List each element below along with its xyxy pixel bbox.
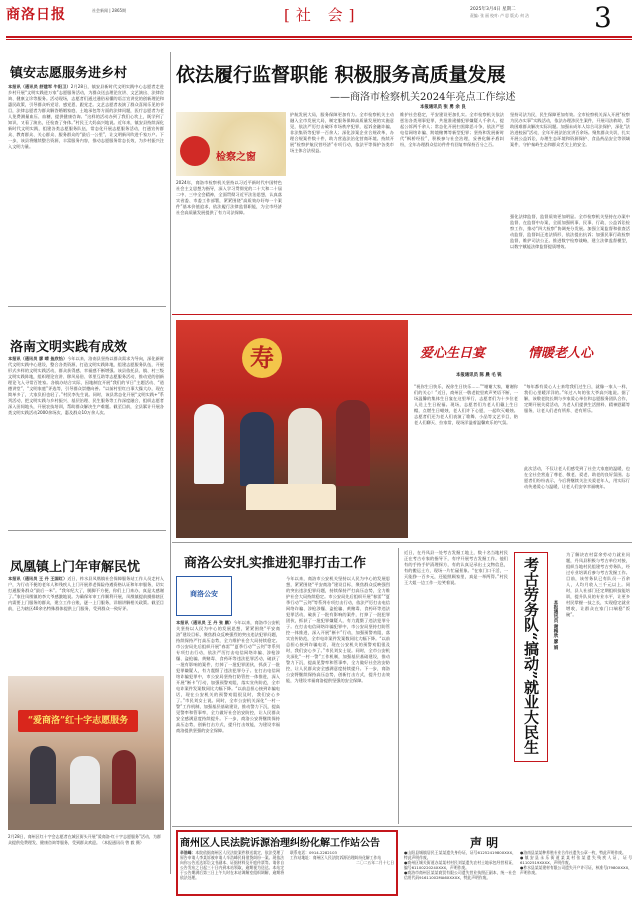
article-text: 今年以来，洛南县坚持以群众需求为导向，深化新时代文明实践中心建设，整合各类资源，打造文明实践阵地，组建志愿服务队伍，开展形式多样的文明实践活动，群众获得感、幸福感不断增强。该县依托县、镇、村三级文明实践阵地，组织理论宣讲、移风易俗、邻里互助等志愿服务活动，推动党的创新理论飞入寻常百姓家。各镇办结合实际，因地制宜开展“我们的节日”主题活动、“道德讲堂”、“文明家庭”评选等，引导群众崇德向善。“以前村里红白事大操大办，现在简单多了，大家负担也轻了。”村民李先生说。同时，该县常态化开展“文明实践+”系列活动，把文明实践与乡村振兴、基层治理、民生服务等工作深度融合，组织志愿者深入田间地头，开展农技培训，帮助群众解决生产难题。截至目前，全县累计开展各类文明实践活动2000余场次，惠及群众10万余人次。 — [8, 356, 164, 415]
editor-credits: 责编: 张 丽 校对: 卢 思 版式: 何 洁 — [470, 13, 530, 18]
ground — [8, 804, 164, 830]
person-figure — [70, 756, 100, 808]
person-figure — [288, 408, 322, 486]
page-number: 3 — [594, 1, 612, 34]
masthead — [0, 0, 638, 36]
lead-body-5: 强化法律监督，监督质效更加明显。全市检察机关坚持在办案中监督、在监督中办案，全面加强刑事、民事、行政、公益诉讼检察工作，推动“四大检察”协调充分发展。加强立案监督和侦查活动监督，监督纠正违法情形，依法提出抗诉；加强民事行政检察监督，维护司法公正。推进数字检察战略，建立法律监督模型，以数字赋能法律监督提质增效。 — [510, 214, 630, 249]
statement-item: ●商州区城关街道办某某村村民刘某遗失农村土地承包经营权证，编号6110022024XXXX，声明作废。 — [404, 860, 516, 870]
photo-birthday-party — [176, 320, 408, 538]
notice-date: 二〇二五年二月十七日 — [356, 860, 394, 865]
lead-byline: 本报通讯员 张 勇 余 良 — [420, 105, 466, 110]
statement-col-1 — [404, 850, 516, 894]
statement-item: ●洛南县某某种养殖专业合作社遗失公章一枚，特此声明作废。 — [520, 850, 626, 855]
lead-body-4: 坚持司法为民，民生保障更加有效。全市检察机关深入开展“检察为民办实事”实践活动，依法办理涉民生案件，开展司法救助，帮助困难群众解决实际问题。加强未成年人综合司法保护，深化“法治进校园”活动，全年开展法治宣讲百余场。聚焦群众关切，扎实开展公益诉讼，办理生态环境和资源保护、食品药品安全等领域案件，守护秦岭生态和群众舌尖上的安全。 — [510, 112, 630, 147]
table — [176, 510, 408, 538]
divider — [8, 306, 166, 307]
article-byline: 本报讯（通讯员 舒建军 牛阳卫） — [8, 84, 71, 89]
article-text: 今年以来，商洛市公安机关坚持以人民为中心的发展思想，紧紧围绕“平安商洛”建设目标，聚焦群众反映强烈的突出违法犯罪问题，持续保持严打高压态势，全力维护社会大局持续稳定。市公安局先后组织开展“春雷”“夏季行动”“云剑”等系列专项打击行动，依法严厉打击电信网络诈骗、涉枪涉爆、盗抢骗、黄赌毒、食药环等违法犯罪活动，破获了一批有影响的案件，打掉了一批犯罪团伙，抓获了一批犯罪嫌疑人，有力震慑了违法犯罪分子。在打击电信网络诈骗犯罪中，市公安局坚持打防管控一体推进，深入开展“断卡”行动，加强预警劝阻，落实宣传防范，全市电诈案件发案数同比大幅下降。“以前总担心接到诈骗电话，现在公安机关的预警劝阻很及时，我们安心多了。”市民刘女士说。同时，全市公安机关深化“一村一警”工作机制，加强基层基础建设，推动警力下沉，提高见警率和管事率，全力做好社会治安防控，让人民群众安全感满意度持续提升。下一步，商洛公安将继续保持高压态势，创新打击方式，提升打击效能，为建设幸福商洛提供坚强的安全保障。 — [176, 620, 280, 733]
court-notice-body — [180, 850, 284, 894]
article-title-volunteer: 镇安志愿服务进乡村 — [10, 66, 128, 81]
column-divider — [170, 52, 171, 874]
article-body-luonan — [8, 356, 164, 524]
article-body-fenghuang — [8, 576, 164, 672]
article-byline: 本报讯（通讯员 廖 晴 鱼欣怡） — [8, 356, 68, 361]
police-body-cont: 今年以来，商洛市公安机关坚持以人民为中心的发展思想，紧紧围绕“平安商洛”建设目标，聚焦群众反映强烈的突出违法犯罪问题，持续保持严打高压态势，全力维护社会大局持续稳定。市公安局先后组织开展“春雷”“夏季行动”“云剑”等系列专项打击行动，依法严厉打击电信网络诈骗、涉枪涉爆、盗抢骗、黄赌毒、食药环等违法犯罪活动，破获了一批有影响的案件，打掉了一批犯罪团伙，抓获了一批犯罪嫌疑人，有力震慑了违法犯罪分子。在打击电信网络诈骗犯罪中，市公安局坚持打防管控一体推进，深入开展“断卡”行动，加强预警劝阻，落实宣传防范，全市电诈案件发案数同比大幅下降。“以前总担心接到诈骗电话，现在公安机关的预警劝阻很及时，我们安心多了。”市民刘女士说。同时，全市公安机关深化“一村一警”工作机制，加强基层基础建设，推动警力下沉，提高见警率和管事率，全力做好社会治安防控，让人民群众安全感满意度持续提升。下一步，商洛公安将继续保持高压态势，创新打击方式，提升打击效能，为建设幸福商洛提供坚强的安全保障。 — [286, 576, 390, 683]
issue-date: 2025年3月4日 星期二 — [470, 7, 516, 12]
divider — [172, 542, 632, 543]
person-figure — [240, 412, 274, 486]
lead-body-1: 2024年，商洛市检察机关坚持以习近平新时代中国特色社会主义思想为指导，深入学习贯彻党的二十大和二十届二中、三中全会精神，全面贯彻习近平法治思想，认真落实省委、市委工作部署，紧紧围绕“高质效办好每一个案件”基本价值追求，依法履行法律监督职能，为全市经济社会高质量发展提供了有力司法保障。 — [176, 180, 282, 215]
person-figure — [336, 400, 370, 486]
feature-body-2: “每年都有爱心人士来给我们过生日，就像一家人一样，我们心里暖洋洋的。”年过八旬的张大爷高兴地说。据了解，该敬老院长期与多家爱心单位和志愿服务团队合作，定期开展关爱活动，为老人们提供生活照料、精神慰藉等服务，让老人们老有所养、老有所乐。 — [524, 384, 630, 413]
lead-title: 依法履行监督职能 积极服务高质量发展 — [176, 64, 506, 86]
feature-byline: 本报通讯员 陈 晨 毛 锐 — [456, 373, 502, 378]
banner-sign: “爱商洛”红十字志愿服务 — [18, 710, 138, 732]
person-figure — [194, 404, 224, 484]
court-notice-title: 商州区人民法院诉源治理纠纷化解工作站公告 — [180, 838, 380, 849]
archaeology-title-box — [514, 552, 548, 762]
article-text: 近日，柞水县凤凰镇社会保障服务站工作人员走村入户，为行动不便的老年人和残疾人上门开展养老保险待遇资格认证和年审服务，切实打通服务群众“最后一米”。“我年纪大了，腿脚不方便，你们上门来办，真是太感谢了。”家住凤凰镇的李大爷感激地说。为确保年审工作顺利开展，凤凰镇提前摸排辖区内需要上门服务的群众，建立工作台账，逐一上门服务，详细讲解相关政策。截至目前，已为辖区40余名特殊群体提供上门服务，受到群众一致好评。 — [8, 576, 164, 611]
notice-phone: 联系电话：0914-2282103 — [290, 850, 337, 855]
notice-addressee: 辛浩峰： — [180, 850, 196, 855]
notice-address: 工作站地址：商州区人民法院诉源治理纠纷化解工作站 — [290, 855, 382, 860]
section-title: [社 会] — [284, 6, 361, 24]
newspaper-logo: 商洛日报 — [6, 7, 66, 23]
court-notice-contact — [290, 850, 394, 894]
article-title-luonan: 洛南文明实践有成效 — [10, 340, 128, 355]
column-divider — [398, 548, 399, 824]
header-rule — [6, 36, 632, 38]
photo-caption: 2月28日，商州区红十字会志愿者在城区街头开展“爱商洛·红十字志愿服务”活动，为群众提供免费理发、健康咨询等服务，受到群众欢迎。（本报通讯员 曾 毅 摄） — [8, 834, 162, 845]
archaeology-body-2: 为了解决农村富余劳动力就业问题，丹凤县积极与考古单位对接，组织当地村民组建考古劳务队，经过专业培训后参与考古发掘工作。目前，该劳务队已有队员一百余人，人均月收入三千元以上。同时，县人社部门还定期组织技能培训，提升队员的专业水平，让更多村民掌握一技之长，实现稳定就业增收，让群众在家门口端稳“饭碗”。 — [566, 552, 630, 617]
procuratorate-logo-panel — [176, 112, 286, 176]
archaeology-body-1: 近日，在丹凤县一处考古发掘工地上，数十名当地村民正在考古专家的指导下，有序开展考古发掘工作。他们有的手持手铲清理探方，有的认真记录出土文物信息，有的搬运土方，现场一片忙碌景象。“在家门口干活，一天能挣一百多元，还能照顾家里，真是一举两得。”村民王大姐一边工作一边笑着说。 — [404, 550, 508, 585]
person-figure — [30, 746, 56, 806]
feature-body-3: 此次活动，不仅让老人们感受到了社会大家庭的温暖，也在全社会营造了尊老、敬老、爱老、助老的良好氛围。志愿者们纷纷表示，今后将继续关注关爱老年人，用实际行动传递爱心与温暖，让老人们安享幸福晚年。 — [524, 466, 630, 489]
article-text: 2月28日，镇安县新时代文明实践中心志愿者走进乡村开展“文明实践进万家”志愿服务活动，为群众送去理论宣讲、文艺演出、法律咨询、健康义诊等服务。活动现场，志愿者们通过通俗易懂的语言宣讲党的创新理论和惠民政策，引导群众听党话、感党恩、跟党走。文艺志愿者表演了群众喜闻乐见的节目，法律志愿者为群众解答婚姻家庭、土地承包等方面的法律问题，医疗志愿者为老人免费测量血压、血糖，提供健康咨询。“这样的活动办到了我们心坎上，既学到了知识，又看了演出，还检查了身体。”村民王大妈高兴地说。近年来，镇安县持续深化新时代文明实践，组建各类志愿服务队伍，常态化开展志愿服务活动，打通宣传群众、教育群众、关心群众、服务群众的“最后一公里”，让文明新风吹进千家万户。下一步，该县将继续整合资源，丰富服务内容，推动志愿服务常态长效，为乡村振兴注入文明力量。 — [8, 84, 164, 149]
feature-title-1: 爱心生日宴 — [420, 346, 486, 361]
longevity-sign: 寿 — [242, 338, 282, 378]
lead-subtitle: ——商洛市检察机关2024年亮点工作综述 — [330, 92, 516, 103]
statement-col-2 — [520, 850, 632, 894]
statement-item: ●镇安县永乐街道某某村张某遗失残疾人证，证号61102519XXXX，声明作废。 — [520, 855, 632, 865]
police-title: 商洛公安扎实推进犯罪打击工作 — [184, 556, 367, 571]
feature-body-1: “祝你生日快乐，祝你生日快乐……”“谢谢大家，谢谢你们的关心！”近日，商州区一敬老院里欢声笑语不断，一场温馨的集体生日宴在这里举行，志愿者们为十多位老人送上生日祝福。现场，志愿者们为老人们戴上生日帽，点燃生日蜡烛，老人们许下心愿，一起吹灭蜡烛。志愿者们还为老人们表演了歌舞、小品等文艺节目，陪老人们聊天、拉家常，现场洋溢着温馨欢乐的气氛。 — [414, 384, 518, 425]
edition-label: 社会新闻 | 2865期 — [92, 8, 127, 13]
divider — [8, 530, 166, 531]
article-byline: 本报讯（通讯员 王 丹 王国红） — [8, 576, 68, 581]
feature-title-2: 情暖老人心 — [528, 346, 594, 361]
lead-body-2: 护航发展大局，服务保障更加有力。全市检察机关主动融入全市发展大局，制定服务保障高质量发展的实施意见，依法严厉打击破坏市场秩序犯罪，起诉金融诈骗、非法集资等犯罪一百余人；深化涉案企业合规改革，办理合规案件数十件，助力营造法治化营商环境。持续开展“检察护航民营经济”专项行动，依法平等保护各类市场主体合法权益。 — [290, 112, 394, 153]
statement-title: 声 明 — [470, 836, 499, 850]
statement-item: ●山阳县城镇居民王某某遗失身份证，证号6125241980XXXX，特此声明作废。 — [404, 850, 516, 860]
notice-text: 本院依据商州区人民法院案件移送裁定，依法受理了原告申请人李某诉被申请人辛浩峰民间借贷纠纷一案。现依法向你公告送达诉讼文书副本、证据材料及开庭传票等。请你自公告发布之日起三十日内到本站领取，逾期视为送达。本站定于公告期满后第三日上午九时在本站调解室组织调解，逾期将依法处理。 — [180, 850, 284, 880]
police-logo: 商洛公安 — [176, 576, 232, 616]
window-label: 检察之窗 — [216, 152, 256, 163]
statement-item: ●柞水县某某建材有限公司遗失开户许可证，核准号J7980XXXX，声明作废。 — [520, 865, 632, 875]
lead-body-3: 维护社会稳定，平安建设更加扎实。全市检察机关依法惩治各类刑事犯罪，共批准逮捕犯罪嫌疑人千余人，提起公诉两千余人；常态化开展扫黑除恶斗争，依法严惩电信网络诈骗、跨境赌博等新型犯罪；坚持和发展新时代“枫桥经验”，积极参与社会治理，妥善化解矛盾纠纷，全年办理群众信访件件有回复率保持百分之百。 — [400, 112, 504, 147]
header-rule-thin — [6, 39, 632, 40]
photo-red-cross-volunteers — [8, 676, 164, 830]
emblem-icon — [180, 136, 210, 166]
archaeology-byline: 本报通讯员 谢梅欣 廖 娟 — [553, 600, 558, 650]
archaeology-title: 考古劳务队“搞动”就业大民生 — [522, 557, 540, 755]
person-figure — [112, 750, 136, 808]
statement-item: ●商洛市商州区某某商贸有限公司遗失营业执照正副本，统一社会信用代码91611002MA6XXXXX，特此声明作废。 — [404, 870, 516, 880]
article-body-volunteer — [8, 84, 164, 296]
divider — [172, 314, 632, 315]
article-title-fenghuang: 凤凰镇上门年审解民忧 — [10, 560, 141, 575]
article-byline: 本报讯（通讯员 王 丹 张 鹏） — [176, 620, 234, 625]
divider — [172, 826, 632, 827]
police-body — [176, 620, 280, 820]
